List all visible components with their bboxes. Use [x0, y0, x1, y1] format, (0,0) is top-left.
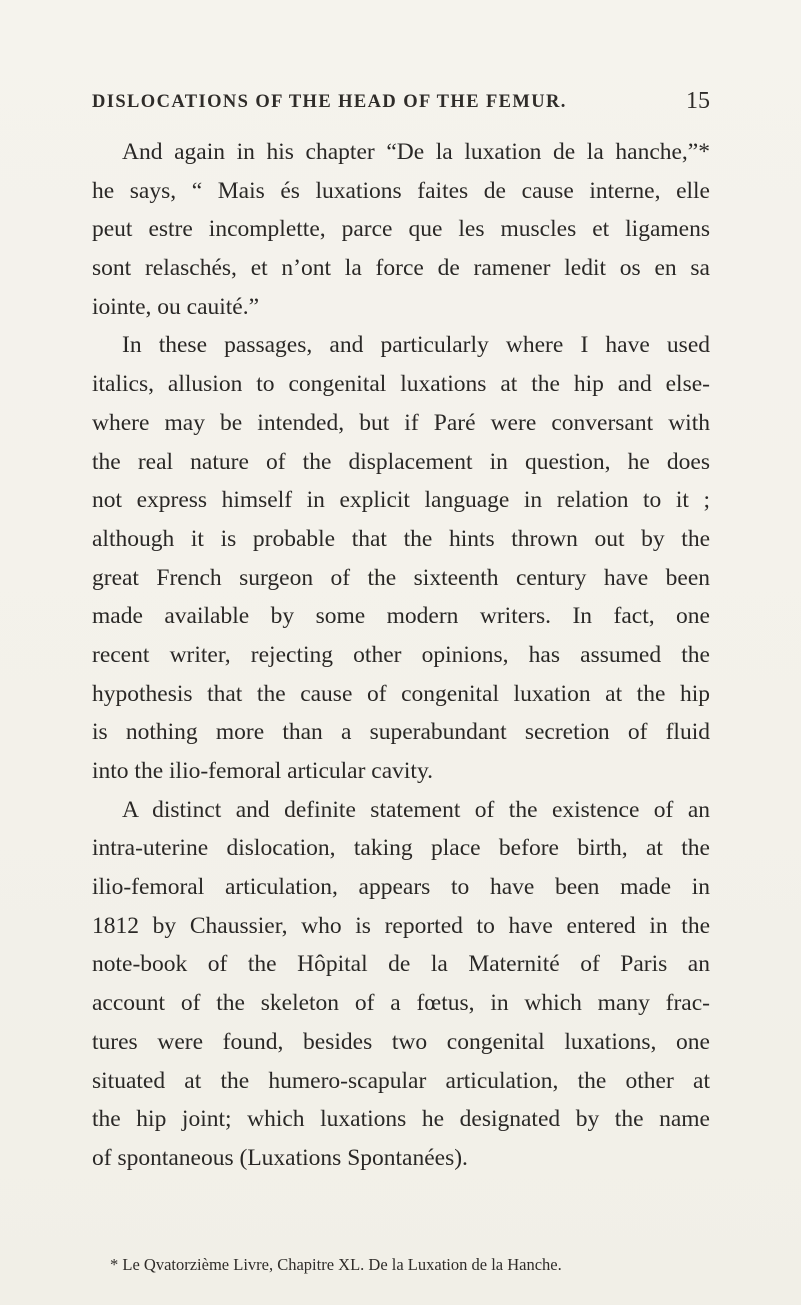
text-line: account of the skeleton of a fœtus, in which many frac- — [92, 990, 710, 1017]
text-line: the real nature of the displacement in question, he does — [92, 448, 710, 475]
text-line: In these passages, and particularly where I have used — [122, 332, 710, 359]
text-line: ilio-femoral articulation, appears to have been made in — [92, 874, 710, 901]
text-line: made available by some modern writers. In fact, one — [92, 603, 710, 630]
text-line: 1812 by Chaussier, who is reported to have entered in the — [92, 912, 710, 939]
text-line: where may be intended, but if Paré were conversant with — [92, 409, 710, 436]
text-line: although it is probable that the hints thrown out by the — [92, 525, 710, 552]
text-line: recent writer, rejecting other opinions, has assumed the — [92, 641, 710, 668]
text-line: intra-uterine dislocation, taking place before birth, at the — [92, 835, 710, 862]
text-line: sont relaschés, et n’ont la force de ramener ledit os en sa — [92, 255, 710, 282]
text-line: situated at the humero-scapular articulation, the other at — [92, 1067, 710, 1094]
text-line: iointe, ou cauité.” — [92, 293, 260, 320]
body-text — [92, 133, 710, 1178]
text-line: great French surgeon of the sixteenth century have been — [92, 564, 710, 591]
text-line: hypothesis that the cause of congenital luxation at the hip — [92, 680, 710, 707]
page-header — [92, 88, 710, 122]
text-line: he says, “ Mais és luxations faites de cause interne, elle — [92, 177, 710, 204]
text-line: into the ilio-femoral articular cavity. — [92, 758, 434, 784]
page-number: 15 — [686, 88, 710, 114]
running-title: DISLOCATIONS OF THE HEAD OF THE FEMUR. — [92, 92, 567, 112]
text-line: And again in his chapter “De la luxation de la hanche,”* — [122, 139, 710, 165]
text-line: peut estre incomplette, parce que les muscles et ligamens — [92, 216, 710, 243]
text-line: of spontaneous (Luxations Spontanées). — [92, 1144, 468, 1171]
text-line: italics, allusion to congenital luxations at the hip and else- — [92, 371, 710, 398]
text-line: tures were found, besides two congenital luxations, one — [92, 1028, 710, 1055]
text-line: note-book of the Hôpital de la Maternité of Paris an — [92, 951, 710, 978]
text-line: not express himself in explicit language in relation to it ; — [92, 487, 710, 514]
text-line: the hip joint; which luxations he designated by the name — [92, 1106, 710, 1133]
footnote: * Le Qvatorzième Livre, Chapitre XL. De la Luxation de la Hanche. — [110, 1255, 562, 1274]
text-line: is nothing more than a superabundant secretion of fluid — [92, 719, 710, 746]
text-line: A distinct and definite statement of the existence of an — [122, 796, 710, 823]
